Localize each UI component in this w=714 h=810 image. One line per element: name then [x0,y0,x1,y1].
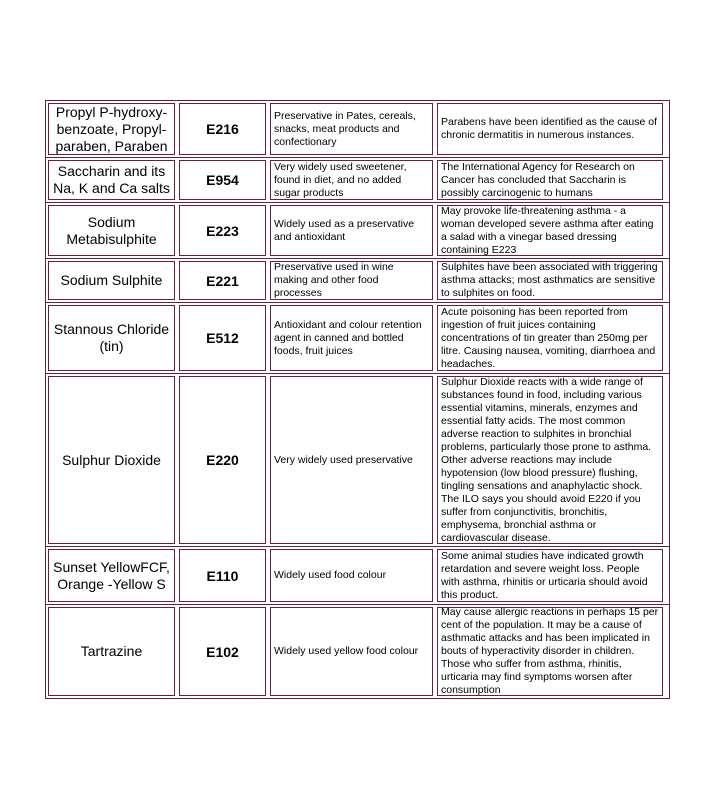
table-row [46,605,669,698]
additive-name-cell: Sulphur Dioxide [48,376,175,544]
e-number-cell: E216 [179,103,266,155]
e-number-cell: E512 [179,305,266,371]
table-row [46,303,669,374]
table-row [46,259,669,303]
additive-name-cell: Sunset YellowFCF, Orange -Yellow S [48,549,175,602]
health-effect-cell: May provoke life-threatening asthma - a woman developed severe asthma after eating a salad with a vinegar based dressing containing E223 [437,205,663,256]
health-effect-cell: May cause allergic reactions in perhaps 15 per cent of the population. It may be a cause of asthmatic attacks and has been implicated in bouts of hyperactivity disorder in children. Those who suffer from asthma, rhinitis, urticaria may find symptoms worsen after consumption [437,607,663,696]
table-row [46,547,669,605]
additive-name-cell: Sodium Metabisulphite [48,205,175,256]
usage-cell: Preservative used in wine making and other food processes [270,261,433,300]
usage-cell: Very widely used preservative [270,376,433,544]
additive-name-cell: Sodium Sulphite [48,261,175,300]
e-number-cell: E220 [179,376,266,544]
e-number-cell: E221 [179,261,266,300]
health-effect-cell: Acute poisoning has been reported from ingestion of fruit juices containing concentrations of tin greater than 250mg per litre. Causing nausea, vomiting, diarrhoea and headaches. [437,305,663,371]
additive-name-cell: Stannous Chloride (tin) [48,305,175,371]
table-row [46,158,669,203]
additive-name-cell: Propyl P-hydroxy-benzoate, Propyl-paraben, Paraben [48,103,175,155]
table-row [46,374,669,547]
e-number-cell: E223 [179,205,266,256]
usage-cell: Preservative in Pates, cereals, snacks, meat products and confectionary [270,103,433,155]
e-number-cell: E110 [179,549,266,602]
table-row [46,203,669,259]
additive-name-cell: Saccharin and its Na, K and Ca salts [48,160,175,200]
health-effect-cell: Sulphites have been associated with triggering asthma attacks; most asthmatics are sensitive to sulphites on food. [437,261,663,300]
e-number-cell: E102 [179,607,266,696]
table-row [46,101,669,158]
usage-cell: Widely used yellow food colour [270,607,433,696]
additive-name-cell: Tartrazine [48,607,175,696]
health-effect-cell: Some animal studies have indicated growth retardation and severe weight loss. People with asthma, rhinitis or urticaria should avoid this product. [437,549,663,602]
e-number-cell: E954 [179,160,266,200]
health-effect-cell: Parabens have been identified as the cause of chronic dermatitis in numerous instances. [437,103,663,155]
health-effect-cell: Sulphur Dioxide reacts with a wide range of substances found in food, including various essential vitamins, minerals, enzymes and essential fatty acids. The most common adverse reaction to sulphites in bronchial problems, particularly those prone to asthma. Other adverse reactions may include hypotension (low blood pressure) flushing, tingling sensations and anaphylactic shock. The ILO says you should avoid E220 if you suffer from conjunctivitis, bronchitis, emphysema, bronchial asthma or cardiovascular disease. [437,376,663,544]
health-effect-cell: The International Agency for Research on Cancer has concluded that Saccharin is possibly carcinogenic to humans [437,160,663,200]
usage-cell: Very widely used sweetener, found in diet, and no added sugar products [270,160,433,200]
additives-table [45,100,670,699]
usage-cell: Antioxidant and colour retention agent in canned and bottled foods, fruit juices [270,305,433,371]
usage-cell: Widely used food colour [270,549,433,602]
usage-cell: Widely used as a preservative and antioxidant [270,205,433,256]
